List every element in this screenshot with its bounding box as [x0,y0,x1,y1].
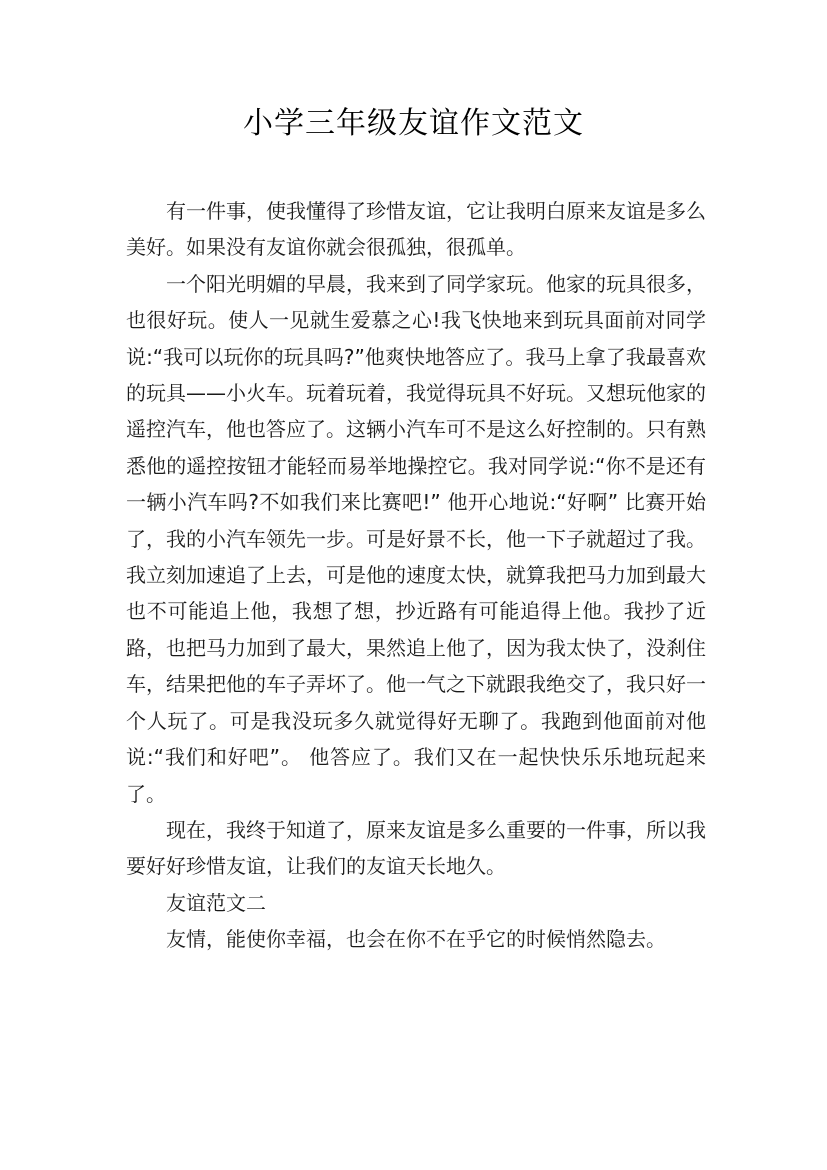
paragraph-example-two-opening: 友情，能使你幸福，也会在你不在乎它的时候悄然隐去。 [166,927,666,952]
paragraph-intro: 有一件事，使我懂得了珍惜友谊，它让我明白原来友谊是多么美好。如果没有友谊你就会很孤独，很孤单。 [126,199,706,260]
paragraph-conclusion: 现在，我终于知道了，原来友谊是多么重要的一件事，所以我要好好珍惜友谊，让我们的友谊天长地久。 [126,817,706,879]
section-heading-example-two: 友谊范文二 [166,890,266,915]
paragraph-story: 一个阳光明媚的早晨，我来到了同学家玩。他家的玩具很多，也很好玩。使人一见就生爱慕之心!我飞快地来到玩具面前对同学说:“我可以玩你的玩具吗?”他爽快地答应了。我马上拿了我最喜欢的玩具——小火车。玩着玩着，我觉得玩具不好玩。又想玩他家的遥控汽车，他也答应了。这辆小汽车可不是这么好控制的。只有熟悉他的遥控按钮才能轻而易举地操控它。我对同学说:“你不是还有一辆小汽车吗?不如我们来比赛吧!” 他开心地说:“好啊” 比赛开始了，我的小汽车领先一步。可是好景不长，他一下子就超过了我。我立刻加速追了上去，可是他的速度太快，就算我把马力加到最大也不可能追上他，我想了想，抄近路有可能追得上他。我抄了近路，也把马力加到了最大，果然追上他了，因为我太快了，没刹住车，结果把他的车子弄坏了。他一气之下就跟我绝交了，我只好一个人玩了。可是我没玩多久就觉得好无聊了。我跑到他面前对他说:“我们和好吧”。 他答应了。我们又在一起快快乐乐地玩起来了。 [126,271,706,806]
document-body [126,193,706,958]
document-title: 小学三年级友谊作文范文 [243,106,584,141]
